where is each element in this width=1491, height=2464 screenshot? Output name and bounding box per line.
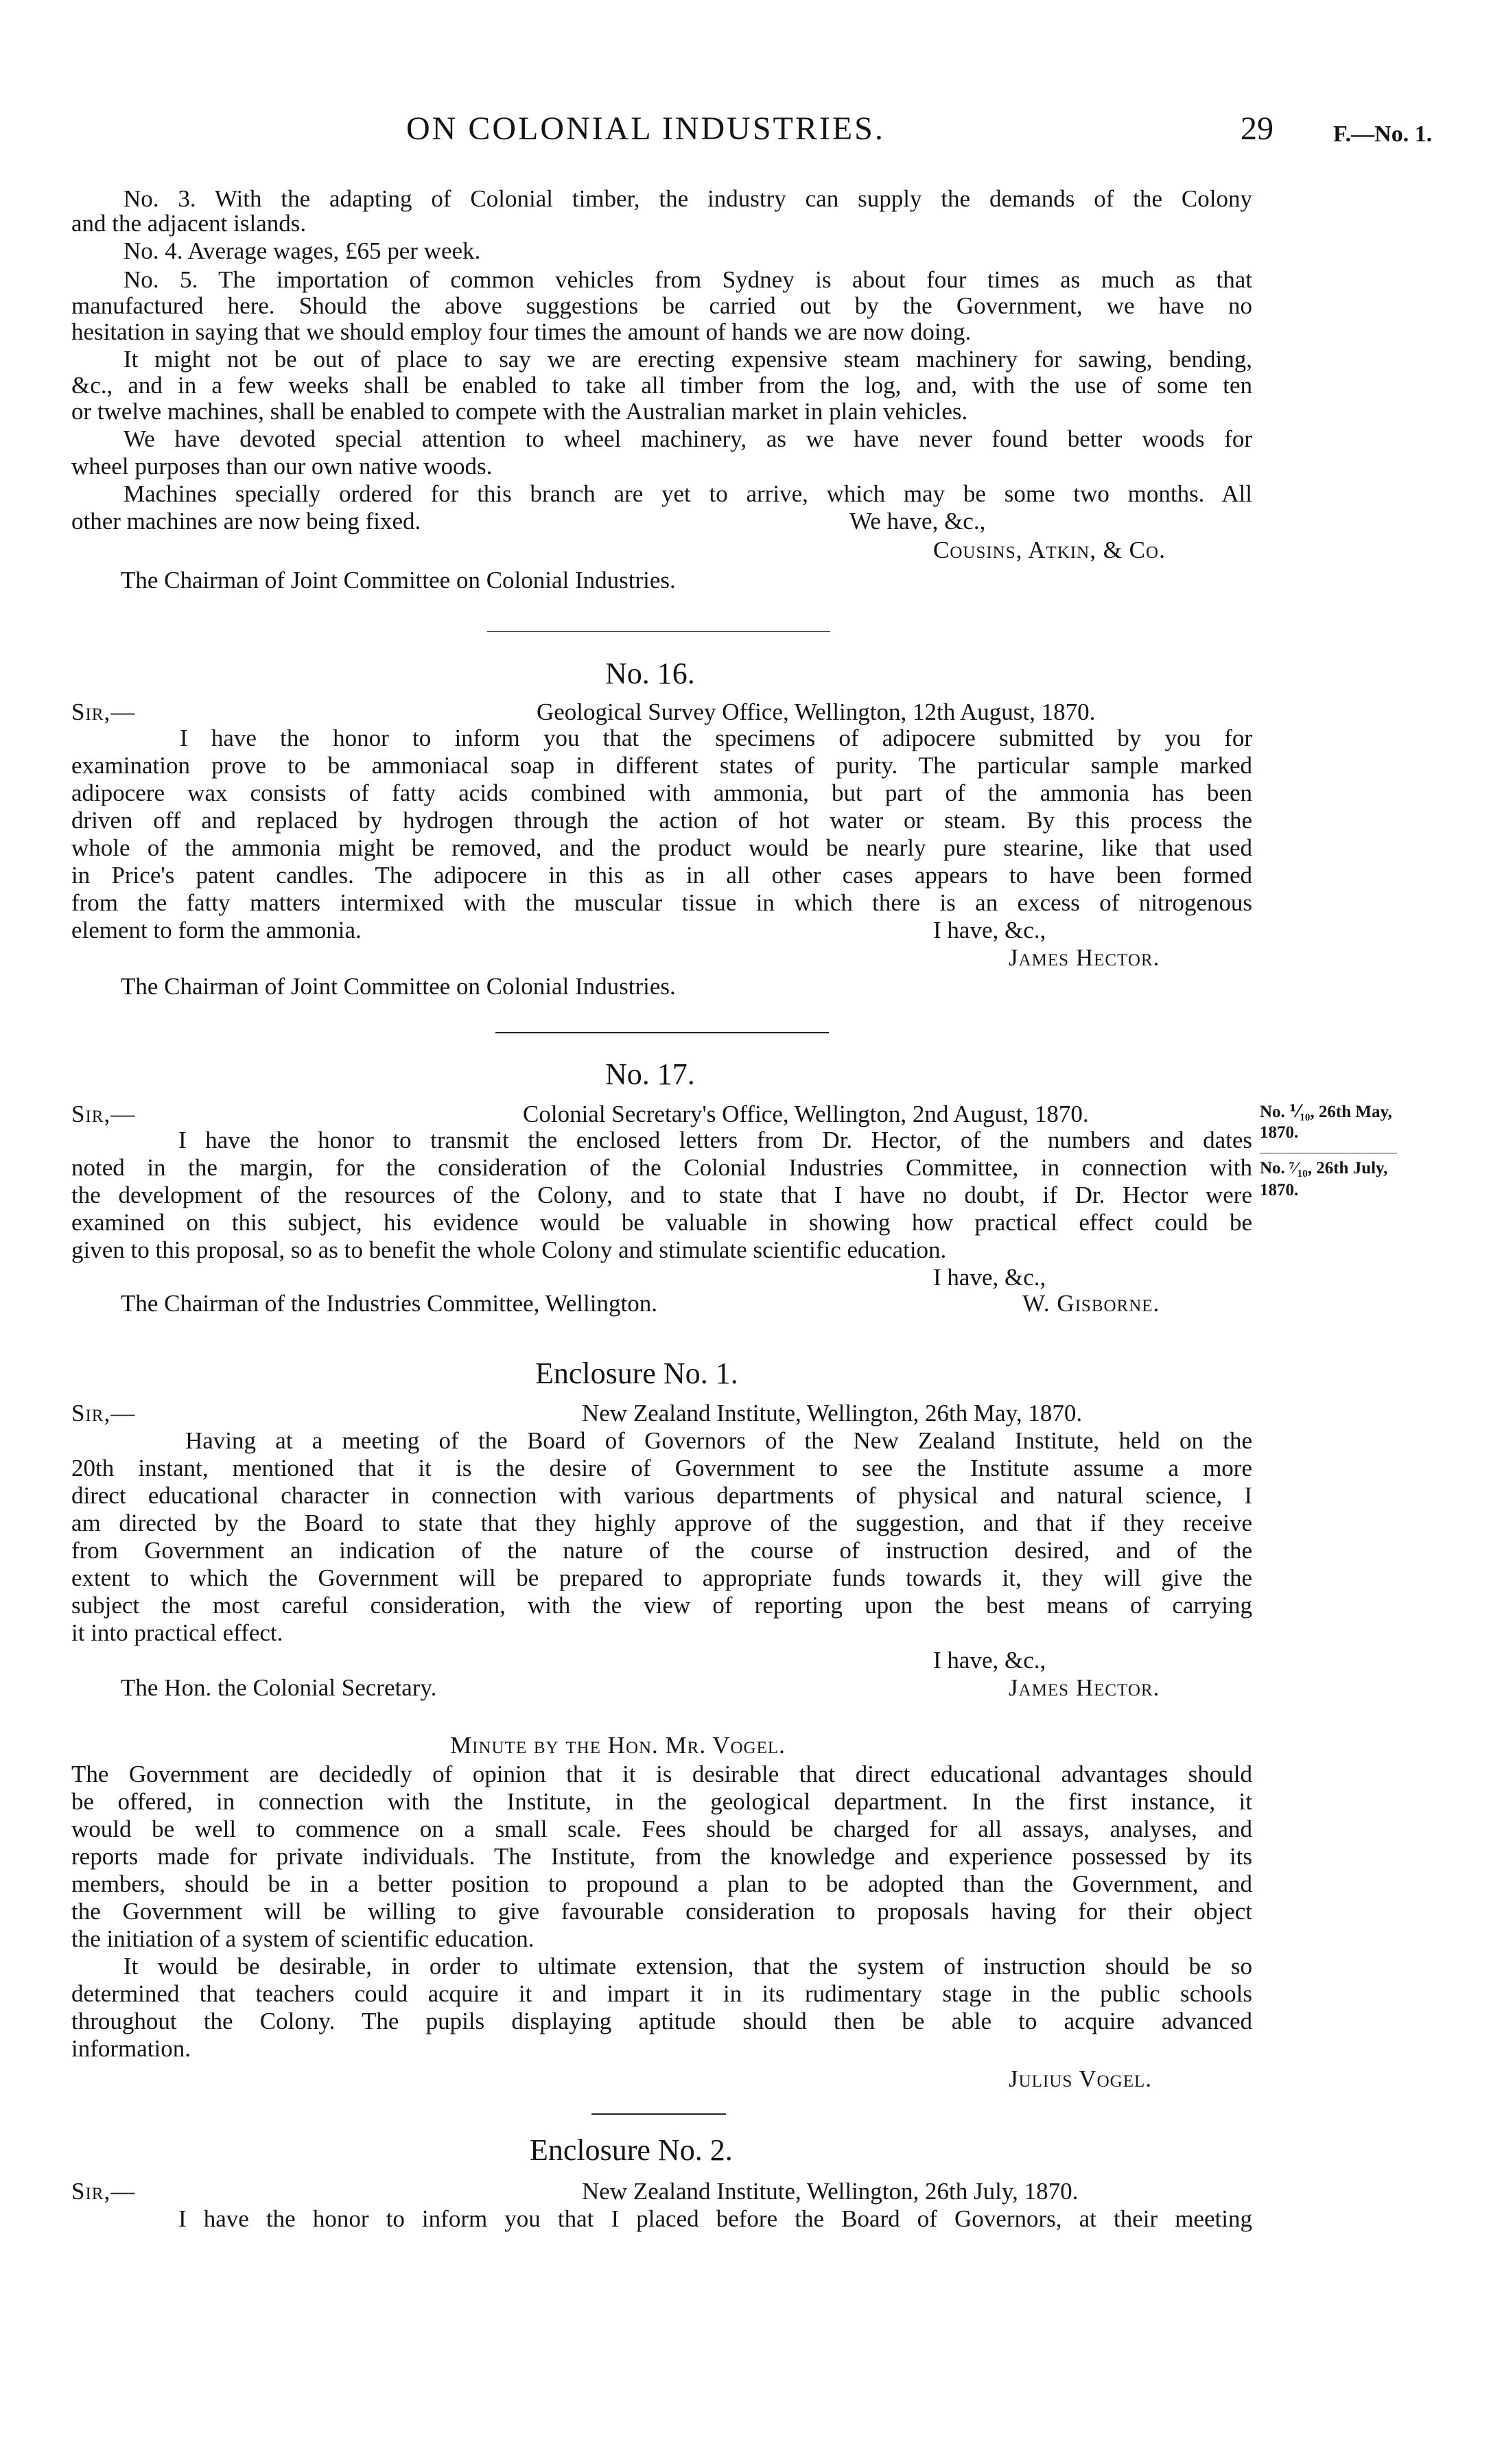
minute-line: the Government will be willing to give favourable consideration to proposals having for their object	[71, 1898, 1252, 1925]
letter-line: direct educational character in connection with various departments of physical and natural science, I	[71, 1482, 1252, 1509]
letter-line: 20th instant, mentioned that it is the desire of Government to see the Institute assume a more	[71, 1455, 1252, 1481]
minute-line: It would be desirable, in order to ultimate extension, that the system of instruction should be so	[124, 1953, 1252, 1980]
minute-heading: Minute by the Hon. Mr. Vogel.	[450, 1732, 786, 1759]
dateline: Colonial Secretary's Office, Wellington, 2nd August, 1870.	[523, 1101, 1089, 1127]
letter-closing: I have, &c.,	[933, 917, 1046, 943]
letter-line: I have the honor to transmit the enclosed letters from Dr. Hector, of the numbers and dates	[178, 1127, 1252, 1153]
section-divider	[591, 2113, 726, 2115]
salutation: Sir,—	[71, 2178, 136, 2205]
letter-line: examined on this subject, his evidence would be valuable in showing how practical effect could be	[71, 1209, 1252, 1236]
letter-line: subject the most careful consideration, with the view of reporting upon the best means of carrying	[71, 1592, 1252, 1619]
dateline: New Zealand Institute, Wellington, 26th May, 1870.	[582, 1400, 1083, 1427]
letter-line: other machines are now being fixed.	[71, 508, 421, 535]
letter-addressee: The Chairman of the Industries Committee, Wellington.	[121, 1290, 657, 1317]
letter-line: the development of the resources of the Colony, and to state that I have no doubt, if Dr. Hector were	[71, 1182, 1252, 1208]
letter-line: Having at a meeting of the Board of Governors of the New Zealand Institute, held on the	[185, 1427, 1252, 1454]
letter-line: No. 5. The importation of common vehicles from Sydney is about four times as much as that	[124, 266, 1252, 293]
section-heading: Enclosure No. 2.	[530, 2133, 733, 2167]
minute-line: the initiation of a system of scientific education.	[71, 1925, 535, 1952]
letter-line: it into practical effect.	[71, 1619, 283, 1646]
letter-signature: James Hector.	[1009, 1674, 1160, 1701]
letter-line: It might not be out of place to say we are erecting expensive steam machinery for sawing, bending,	[124, 346, 1252, 373]
letter-signature: W. Gisborne.	[1022, 1290, 1160, 1317]
letter-line: given to this proposal, so as to benefit the whole Colony and stimulate scientific education.	[71, 1236, 947, 1263]
section-heading: Enclosure No. 1.	[535, 1357, 738, 1390]
minute-line: would be well to commence on a small scale. Fees should be charged for all assays, analyses, and	[71, 1816, 1252, 1842]
letter-line: wheel purposes than our own native woods.	[71, 453, 493, 480]
section-divider	[487, 631, 830, 632]
letter-line: No. 4. Average wages, £65 per week.	[124, 237, 481, 264]
section-heading: No. 16.	[605, 657, 695, 690]
letter-addressee: The Chairman of Joint Committee on Colonial Industries.	[121, 567, 676, 594]
letter-line: We have devoted special attention to wheel machinery, as we have never found better woods for	[124, 425, 1252, 452]
dateline: Geological Survey Office, Wellington, 12th August, 1870.	[537, 699, 1096, 725]
letter-signature: Cousins, Atkin, & Co.	[933, 537, 1166, 563]
letter-line: manufactured here. Should the above suggestions be carried out by the Government, we have no	[71, 292, 1252, 319]
letter-closing: I have, &c.,	[933, 1264, 1046, 1291]
letter-line: from the fatty matters intermixed with the muscular tissue in which there is an excess of nitrogenous	[71, 889, 1252, 916]
letter-addressee: The Chairman of Joint Committee on Colonial Industries.	[121, 973, 676, 1000]
section-divider	[495, 1032, 829, 1033]
letter-line: whole of the ammonia might be removed, and the product would be nearly pure stearine, like that used	[71, 834, 1252, 861]
letter-signature: James Hector.	[1009, 944, 1160, 971]
minute-line: members, should be in a better position to propound a plan to be adopted than the Government, and	[71, 1870, 1252, 1897]
letter-line: extent to which the Government will be prepared to appropriate funds towards it, they will give the	[71, 1564, 1252, 1591]
letter-line: element to form the ammonia.	[71, 917, 362, 943]
minute-line: The Government are decidedly of opinion that it is desirable that direct educational advantages should	[71, 1761, 1252, 1787]
letter-line: and the adjacent islands.	[71, 210, 307, 237]
letter-line: am directed by the Board to state that they highly approve of the suggestion, and that if they receive	[71, 1510, 1252, 1536]
salutation: Sir,—	[71, 1400, 136, 1427]
margin-note: 1870.	[1260, 1123, 1299, 1142]
minute-line: information.	[71, 2035, 191, 2062]
letter-line: from Government an indication of the nature of the course of instruction desired, and of the	[71, 1537, 1252, 1564]
letter-line: I have the honor to inform you that I placed before the Board of Governors, at their meeting	[178, 2205, 1252, 2232]
letter-addressee: The Hon. the Colonial Secretary.	[121, 1674, 437, 1701]
letter-line: or twelve machines, shall be enabled to compete with the Australian market in plain vehicles.	[71, 398, 968, 425]
dateline: New Zealand Institute, Wellington, 26th July, 1870.	[582, 2178, 1079, 2205]
minute-signature: Julius Vogel.	[1009, 2065, 1153, 2092]
salutation: Sir,—	[71, 699, 136, 725]
letter-line: in Price's patent candles. The adipocere in this as in all other cases appears to have been formed	[71, 862, 1252, 889]
page-number: 29	[1241, 110, 1273, 147]
section-heading: No. 17.	[605, 1057, 695, 1091]
letter-line: Machines specially ordered for this branch are yet to arrive, which may be some two months. All	[124, 480, 1252, 507]
paper-reference: F.—No. 1.	[1333, 121, 1433, 147]
minute-line: determined that teachers could acquire it and impart it in its rudimentary stage in the public schools	[71, 1980, 1252, 2007]
salutation: Sir,—	[71, 1101, 136, 1127]
letter-line: I have the honor to inform you that the specimens of adipocere submitted by you for	[180, 725, 1252, 751]
minute-line: reports made for private individuals. The Institute, from the knowledge and experience possessed by its	[71, 1843, 1252, 1870]
letter-line: driven off and replaced by hydrogen through the action of hot water or steam. By this process the	[71, 807, 1252, 834]
letter-line: hesitation in saying that we should employ four times the amount of hands we are now doing.	[71, 318, 972, 345]
margin-note: No. ⅟₁₀, 26th May,	[1260, 1103, 1392, 1121]
page-running-title: ON COLONIAL INDUSTRIES.	[406, 110, 885, 147]
margin-note: No. ⁷⁄₁₀, 26th July,	[1260, 1159, 1388, 1177]
minute-line: throughout the Colony. The pupils displaying aptitude should then be able to acquire advanced	[71, 2008, 1252, 2034]
margin-note: 1870.	[1260, 1181, 1299, 1199]
letter-line: &c., and in a few weeks shall be enabled to take all timber from the log, and, with the use of some ten	[71, 372, 1252, 399]
minute-line: be offered, in connection with the Institute, in the geological department. In the first instance, it	[71, 1788, 1252, 1815]
letter-line: adipocere wax consists of fatty acids combined with ammonia, but part of the ammonia has been	[71, 779, 1252, 806]
letter-closing: I have, &c.,	[933, 1647, 1046, 1674]
letter-line: examination prove to be ammoniacal soap in different states of purity. The particular sample marked	[71, 752, 1252, 779]
letter-closing: We have, &c.,	[849, 508, 986, 535]
letter-line: noted in the margin, for the consideration of the Colonial Industries Committee, in connection with	[71, 1154, 1252, 1181]
letter-line: No. 3. With the adapting of Colonial timber, the industry can supply the demands of the Colony	[124, 185, 1252, 212]
